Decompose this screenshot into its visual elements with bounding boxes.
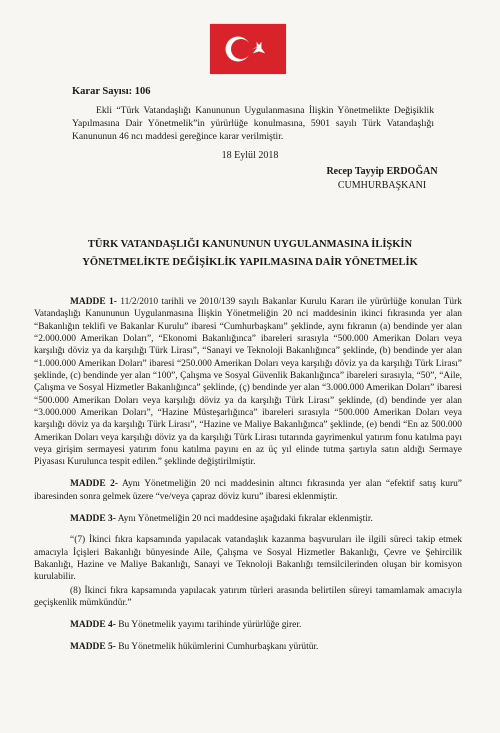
article-3-paragraph-7: “(7) İkinci fıkra kapsamında yapılacak vatandaşlık kazanma başvuruları ile ilgili süreci takip etmek amacıyla İçişleri Bakanlığı bünyesinde Aile, Çalışma ve Sosyal Hizmetler Bakanlığı, Çevre ve Şehircilik Bakanlığı, Hazine ve Maliye Bakanlığı, Sanayi ve Teknoloji Bakanlığı temsilcilerinden oluşan bir komisyon kurulabilir.	[34, 535, 462, 583]
decision-number: Karar Sayısı: 106	[72, 86, 151, 97]
article-2	[34, 478, 462, 503]
article-1	[34, 296, 462, 469]
signer-name: Recep Tayyip ERDOĞAN	[326, 166, 438, 177]
article-3-text: Aynı Yönetmeliğin 20 nci maddesine aşağıdaki fıkralar eklenmiştir.	[115, 513, 373, 524]
article-2-label: MADDE 2-	[70, 479, 119, 490]
article-4-text: Bu Yönetmelik yayımı tarihinde yürürlüğe girer.	[115, 619, 302, 630]
article-5-label: MADDE 5-	[70, 641, 116, 652]
signature-block	[312, 165, 452, 193]
signer-title: CUMHURBAŞKANI	[337, 180, 427, 191]
article-4	[34, 619, 462, 631]
regulation-body	[34, 296, 462, 663]
article-1-label: MADDE 1-	[70, 297, 117, 307]
turkish-flag-icon	[210, 24, 286, 74]
article-3-paragraph-8: (8) İkinci fıkra kapsamında yapılacak yatırım türleri arasında belirtilen süreyi tamamlamak amacıyla geçişkenlik mümkündür.”	[34, 585, 462, 609]
article-3-label: MADDE 3-	[70, 513, 116, 524]
title-line-1: TÜRK VATANDAŞLIĞI KANUNUNUN UYGULANMASINA İLİŞKİN	[87, 239, 413, 250]
article-2-text: Aynı Yönetmeliğin 20 nci maddesinin altıncı fıkrasında yer alan “efektif satış kuru” ibaresinden sonra gelmek üzere “ve/veya çapraz döviz kuru” ibaresi eklenmiştir.	[34, 479, 463, 502]
intro-paragraph: Ekli “Türk Vatandaşlığı Kanununun Uygulanmasına İlişkin Yönetmelikte Değişiklik Yapılmasına Dair Yönetmelik”in yürürlüğe konulmasına, 5901 sayılı Türk Vatandaşlığı Kanununun 46 ncı maddesi gereğince karar verilmiştir.	[72, 105, 434, 143]
article-1-text: 11/2/2010 tarihli ve 2010/139 sayılı Bakanlar Kurulu Kararı ile yürürlüğe konulan Türk Vatandaşlığı Kanununun Uygulanmasına İlişkin Yönetmeliğin 20 nci maddesinin ikinci fıkrasında yer alan “Bakanlığın teklifi ve Bakanlar Kurulu” ibaresi “Cumhurbaşkanı” şeklinde, aynı fıkranın (a) bendinde yer alan “2.000.000 Amerikan Doları”, “Ekonomi Bakanlığınca” ibareleri sırasıyla “500.000 Amerikan Doları veya karşılığı döviz ya da karşılığı Türk Lirası”, “Sanayi ve Teknoloji Bakanlığınca” şeklinde, (b) bendinde yer alan “1.000.000 Amerikan Doları” ibaresi “250.000 Amerikan Doları veya karşılığı döviz ya da karşılığı Türk Lirası” şeklinde, (c) bendinde yer alan “100”, Çalışma ve Sosyal Güvenlik Bakanlığınca” ibareleri sırasıyla, “50”, “Aile, Çalışma ve Sosyal Hizmetler Bakanlığınca” şeklinde, (ç) bendinde yer alan “3.000.000 Amerikan Doları” ibaresi “500.000 Amerikan Doları veya karşılığı döviz ya da karşılığı Türk Lirası” şeklinde, (d) bendinde yer alan “3.000.000 Amerikan Doları”, “Hazine Müsteşarlığınca” ibareleri sırasıyla “500.000 Amerikan Doları veya karşılığı döviz ya da karşılığı Türk Lirası”, “Hazine ve Maliye Bakanlığınca” şeklinde, (e) bendi “En az 500.000 Amerikan Doları veya karşılığı döviz ya da karşılığı Türk Lirası tutarında gayrimenkul yatırım fonu katılma payı veya girişim sermayesi yatırım fonu katılma payını en az üç yıl elinde tutma şartıyla satın aldığı Sermaye Piyasası Kurulunca tespit edilen.” şeklinde değiştirilmiştir.	[34, 297, 462, 468]
article-5-text: Bu Yönetmelik hükümlerini Cumhurbaşkanı yürütür.	[115, 641, 319, 652]
title-line-2: YÖNETMELİKTE DEĞİŞİKLİK YAPILMASINA DAİR YÖNETMELİK	[82, 257, 418, 268]
article-5	[34, 641, 462, 653]
article-4-label: MADDE 4-	[70, 619, 116, 630]
article-3	[34, 513, 462, 525]
regulation-title	[40, 236, 460, 272]
decree-date: 18 Eylül 2018	[221, 150, 279, 161]
